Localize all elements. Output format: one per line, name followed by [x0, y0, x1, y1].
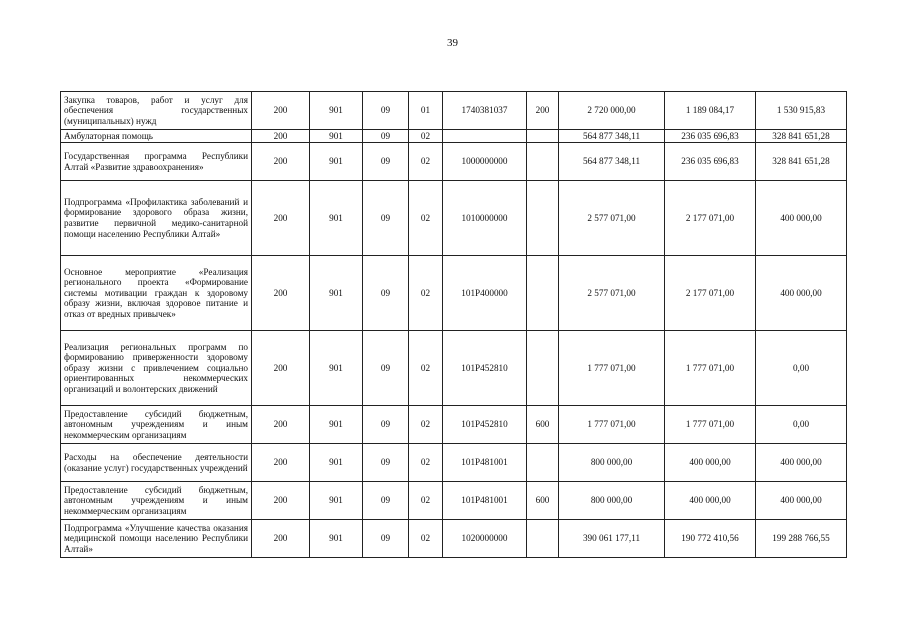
row-sum-2: 236 035 696,83 [665, 130, 756, 143]
row-grbs: 901 [310, 406, 363, 444]
row-section: 09 [363, 143, 409, 181]
row-section: 09 [363, 256, 409, 331]
row-grbs: 901 [310, 482, 363, 520]
budget-table [60, 91, 847, 558]
row-grbs: 901 [310, 181, 363, 256]
row-sum-1: 2 577 071,00 [559, 256, 665, 331]
row-subsection: 02 [409, 331, 443, 406]
row-name: Предоставление субсидий бюджетным, автономным учреждениям и иным некоммерческим организациям [61, 482, 252, 520]
row-target: 101P452810 [443, 406, 527, 444]
row-target: 1000000000 [443, 143, 527, 181]
table-body [61, 92, 847, 558]
table-row [61, 406, 847, 444]
row-name: Закупка товаров, работ и услуг для обеспечения государственных (муниципальных) нужд [61, 92, 252, 130]
row-name: Амбулаторная помощь [61, 130, 252, 143]
row-sum-2: 400 000,00 [665, 482, 756, 520]
table-row [61, 520, 847, 558]
row-section: 09 [363, 520, 409, 558]
table-row [61, 256, 847, 331]
row-subsection: 02 [409, 520, 443, 558]
row-section: 09 [363, 181, 409, 256]
row-vr [527, 181, 559, 256]
row-vr: 600 [527, 482, 559, 520]
row-sum-3: 400 000,00 [756, 181, 847, 256]
row-sum-3: 400 000,00 [756, 444, 847, 482]
row-sum-3: 0,00 [756, 331, 847, 406]
row-sum-3: 400 000,00 [756, 482, 847, 520]
row-name: Подпрограмма «Профилактика заболеваний и формирование здорового образа жизни, развитие первичной медико-санитарной помощи населению Республики Алтай» [61, 181, 252, 256]
row-sum-1: 2 577 071,00 [559, 181, 665, 256]
row-vr [527, 130, 559, 143]
row-sum-1: 564 877 348,11 [559, 143, 665, 181]
row-vr [527, 143, 559, 181]
row-subsection: 01 [409, 92, 443, 130]
row-sum-3: 400 000,00 [756, 256, 847, 331]
row-target [443, 130, 527, 143]
row-sum-3: 199 288 766,55 [756, 520, 847, 558]
table-row [61, 143, 847, 181]
row-target: 1010000000 [443, 181, 527, 256]
row-section: 09 [363, 92, 409, 130]
row-grbs: 901 [310, 331, 363, 406]
row-subsection: 02 [409, 482, 443, 520]
row-target: 101P481001 [443, 444, 527, 482]
row-name: Предоставление субсидий бюджетным, автономным учреждениям и иным некоммерческим организациям [61, 406, 252, 444]
row-code: 200 [252, 331, 310, 406]
row-sum-2: 2 177 071,00 [665, 181, 756, 256]
row-code: 200 [252, 444, 310, 482]
row-target: 101P400000 [443, 256, 527, 331]
row-subsection: 02 [409, 143, 443, 181]
row-section: 09 [363, 130, 409, 143]
row-vr: 200 [527, 92, 559, 130]
table-row [61, 181, 847, 256]
row-name: Реализация региональных программ по формированию приверженности здоровому образу жизни с привлечением социально ориентированных некоммерческих организаций и волонтерских движений [61, 331, 252, 406]
row-code: 200 [252, 181, 310, 256]
row-grbs: 901 [310, 130, 363, 143]
row-grbs: 901 [310, 444, 363, 482]
row-sum-1: 1 777 071,00 [559, 331, 665, 406]
row-vr [527, 444, 559, 482]
row-section: 09 [363, 444, 409, 482]
row-sum-2: 2 177 071,00 [665, 256, 756, 331]
row-code: 200 [252, 520, 310, 558]
row-subsection: 02 [409, 130, 443, 143]
row-sum-2: 1 777 071,00 [665, 406, 756, 444]
row-subsection: 02 [409, 444, 443, 482]
row-sum-2: 1 777 071,00 [665, 331, 756, 406]
row-vr: 600 [527, 406, 559, 444]
row-code: 200 [252, 406, 310, 444]
row-grbs: 901 [310, 143, 363, 181]
row-grbs: 901 [310, 92, 363, 130]
row-code: 200 [252, 256, 310, 331]
row-sum-2: 400 000,00 [665, 444, 756, 482]
table-row [61, 92, 847, 130]
row-section: 09 [363, 331, 409, 406]
row-sum-3: 328 841 651,28 [756, 130, 847, 143]
row-code: 200 [252, 143, 310, 181]
row-code: 200 [252, 482, 310, 520]
row-vr [527, 331, 559, 406]
row-vr [527, 520, 559, 558]
row-name: Государственная программа Республики Алтай «Развитие здравоохранения» [61, 143, 252, 181]
row-sum-2: 236 035 696,83 [665, 143, 756, 181]
row-name: Подпрограмма «Улучшение качества оказания медицинской помощи населению Республики Алтай» [61, 520, 252, 558]
row-section: 09 [363, 482, 409, 520]
row-sum-2: 190 772 410,56 [665, 520, 756, 558]
row-vr [527, 256, 559, 331]
row-target: 1020000000 [443, 520, 527, 558]
row-subsection: 02 [409, 181, 443, 256]
row-sum-3: 328 841 651,28 [756, 143, 847, 181]
row-subsection: 02 [409, 256, 443, 331]
row-code: 200 [252, 92, 310, 130]
row-target: 101P452810 [443, 331, 527, 406]
row-sum-3: 1 530 915,83 [756, 92, 847, 130]
row-grbs: 901 [310, 520, 363, 558]
row-code: 200 [252, 130, 310, 143]
row-name: Расходы на обеспечение деятельности (оказание услуг) государственных учреждений [61, 444, 252, 482]
table-row [61, 331, 847, 406]
row-sum-3: 0,00 [756, 406, 847, 444]
table-row [61, 444, 847, 482]
table-row [61, 482, 847, 520]
row-grbs: 901 [310, 256, 363, 331]
row-sum-1: 564 877 348,11 [559, 130, 665, 143]
row-target: 1740381037 [443, 92, 527, 130]
row-sum-1: 1 777 071,00 [559, 406, 665, 444]
row-sum-1: 800 000,00 [559, 482, 665, 520]
row-name: Основное мероприятие «Реализация регионального проекта «Формирование системы мотивации граждан к здоровому образу жизни, включая здоровое питание и отказ от вредных привычек» [61, 256, 252, 331]
page-number: 39 [447, 37, 458, 49]
row-sum-2: 1 189 084,17 [665, 92, 756, 130]
row-sum-1: 2 720 000,00 [559, 92, 665, 130]
row-sum-1: 390 061 177,11 [559, 520, 665, 558]
row-section: 09 [363, 406, 409, 444]
row-target: 101P481001 [443, 482, 527, 520]
table-row [61, 130, 847, 143]
row-subsection: 02 [409, 406, 443, 444]
row-sum-1: 800 000,00 [559, 444, 665, 482]
